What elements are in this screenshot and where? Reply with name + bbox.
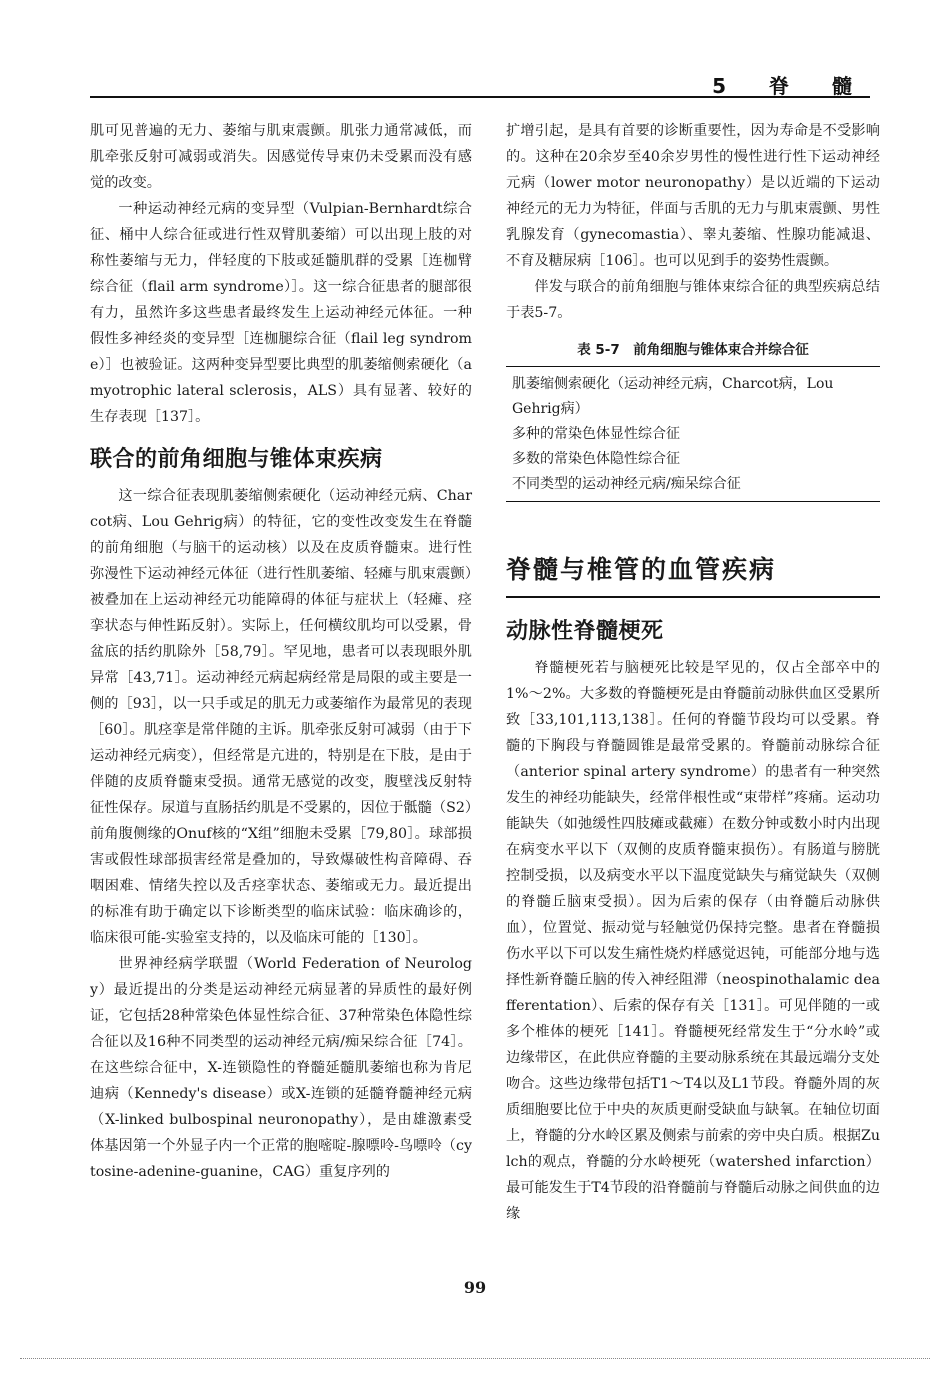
table-row: 多种的常染色体显性综合征: [512, 426, 680, 442]
left-column: [90, 118, 472, 1185]
paragraph: 脊髓梗死若与脑梗死比较是罕见的，仅占全部卒中的1%～2%。大多数的脊髓梗死是由脊髓前动脉供血区受累所致［33,101,113,138］。任何的脊髓节段均可以受累。脊髓的下胸段与脊髓圆锥是最常受累的。脊髓前动脉综合征（anterior spinal artery syndrome）的患者有一种突然发生的神经功能缺失，经常伴根性或“束带样”疼痛。运动功能缺失（如弛缓性四肢瘫或截瘫）在数分钟或数小时内出现在病变水平以下（双侧的皮质脊髓束损伤）。有肠道与膀胱控制受损，以及病变水平以下温度觉缺失与痛觉缺失（双侧的脊髓丘脑束受损）。因为后索的保存（由脊髓后动脉供血），位置觉、振动觉与轻触觉仍保持完整。患者在脊髓损伤水平以下可以发生痛性烧灼样感觉迟钝，可能部分地与选择性新脊髓丘脑的传入神经阻滞（neospinothalamic deafferentation）、后索的保存有关［131］。可见伴随的一或多个椎体的梗死［141］。脊髓梗死经常发生于“分水岭”或边缘带区，在此供应脊髓的主要动脉系统在其最远端分支处吻合。这些边缘带包括T1～T4以及L1节段。脊髓外周的灰质细胞要比位于中央的灰质更耐受缺血与缺氧。在轴位切面上，脊髓的分水岭区累及侧索与前索的旁中央白质。根据Zulch的观点，脊髓的分水岭梗死（watershed infarction）最可能发生于T4节段的沿脊髓前与脊髓后动脉之间供血的边缘: [506, 660, 880, 1222]
page-number: 99: [463, 1278, 487, 1297]
syndrome-table: [506, 366, 880, 502]
paragraph: 扩增引起，是具有首要的诊断重要性，因为寿命是不受影响的。这种在20余岁至40余岁男性的慢性进行性下运动神经元病（lower motor neuronopathy）是以近端的下运动神经元的无力为特征，伴面与舌肌的无力与肌束震颤、男性乳腺发育（gynecomastia）、睾丸萎缩、性腺功能减退、不育及糖尿病［106］。也可以见到手的姿势性震颤。: [506, 123, 880, 269]
paragraph: 一种运动神经元病的变异型（Vulpian-Bernhardt综合征、桶中人综合征或进行性双臂肌萎缩）可以出现上肢的对称性萎缩与无力，伴轻度的下肢或延髓肌群的受累［连枷臂综合征（flail arm syndrome）］。这一综合征患者的腿部很有力，虽然许多这些患者最终发生上运动神经元体征。一种假性多神经炎的变异型［连枷腿综合征（flail leg syndrome）］也被验证。这两种变异型要比典型的肌萎缩侧索硬化（amyotrophic lateral sclerosis，ALS）具有显著、较好的生存表现［137］。: [90, 201, 472, 425]
paragraph: 世界神经病学联盟（World Federation of Neurology）最近提出的分类是运动神经元病显著的异质性的最好例证，它包括28种常染色体显性综合征、37种常染色体隐性综合征以及16种不同类型的运动神经元病/痴呆综合征［74］。在这些综合征中，X-连锁隐性的脊髓延髓肌萎缩也称为肯尼迪病（Kennedy's disease）或X-连锁的延髓脊髓神经元病（X-linked bulbospinal neuronopathy），是由雄激素受体基因第一个外显子内一个正常的胞嘧啶-腺嘌呤-鸟嘌呤（cytosine-adenine-guanine，CAG）重复序列的: [90, 956, 472, 1180]
chapter-title: 5 脊 髓: [712, 74, 870, 98]
table-row: 不同类型的运动神经元病/痴呆综合征: [512, 476, 741, 492]
chapter-section-heading: 脊髓与椎管的血管疾病: [506, 550, 880, 598]
table-caption: 表 5-7 前角细胞与锥体束合并综合征: [577, 342, 809, 358]
section-heading: 动脉性脊髓梗死: [506, 619, 664, 644]
right-column: [506, 118, 880, 1227]
header-rule: [90, 96, 870, 98]
paragraph: 肌可见普遍的无力、萎缩与肌束震颤。肌张力通常减低，而肌牵张反射可减弱或消失。因感觉传导束仍未受累而没有感觉的改变。: [90, 123, 472, 191]
footer-rule: [20, 1358, 930, 1359]
paragraph: 伴发与联合的前角细胞与锥体束综合征的典型疾病总结于表5-7。: [506, 279, 880, 321]
section-heading: 联合的前角细胞与锥体束疾病: [90, 447, 383, 472]
paragraph: 这一综合征表现肌萎缩侧索硬化（运动神经元病、Charcot病、Lou Gehrig病）的特征，它的变性改变发生在脊髓的前角细胞（与脑干的运动核）以及在皮质脊髓束。进行性弥漫性下运动神经元体征（进行性肌萎缩、轻瘫与肌束震颤）被叠加在上运动神经元功能障碍的体征与症状上（轻瘫、痉挛状态与伸性跖反射）。实际上，任何横纹肌均可以受累，骨盆底的括约肌除外［58,79］。罕见地，患者可以表现眼外肌异常［43,71］。运动神经元病起病经常是局限的或主要是一侧的［93］，以一只手或足的肌无力或萎缩作为最常见的表现［60］。肌痉挛是常伴随的主诉。肌牵张反射可减弱（由于下运动神经元病变），但经常是亢进的，特别是在下肢，是由于伴随的皮质脊髓束受损。通常无感觉的改变，腹壁浅反射特征性保存。尿道与直肠括约肌是不受累的，因位于骶髓（S2）前角腹侧缘的Onuf核的“X组”细胞未受累［79,80］。球部损害或假性球部损害经常是叠加的，导致爆破性构音障碍、吞咽困难、情绪失控以及舌痉挛状态、萎缩或无力。最近提出的标准有助于确定以下诊断类型的临床试验：临床确诊的，临床很可能-实验室支持的，以及临床可能的［130］。: [90, 488, 472, 946]
table-row: 肌萎缩侧索硬化（运动神经元病，Charcot病，Lou Gehrig病）: [512, 376, 834, 417]
table-row: 多数的常染色体隐性综合征: [512, 451, 680, 467]
